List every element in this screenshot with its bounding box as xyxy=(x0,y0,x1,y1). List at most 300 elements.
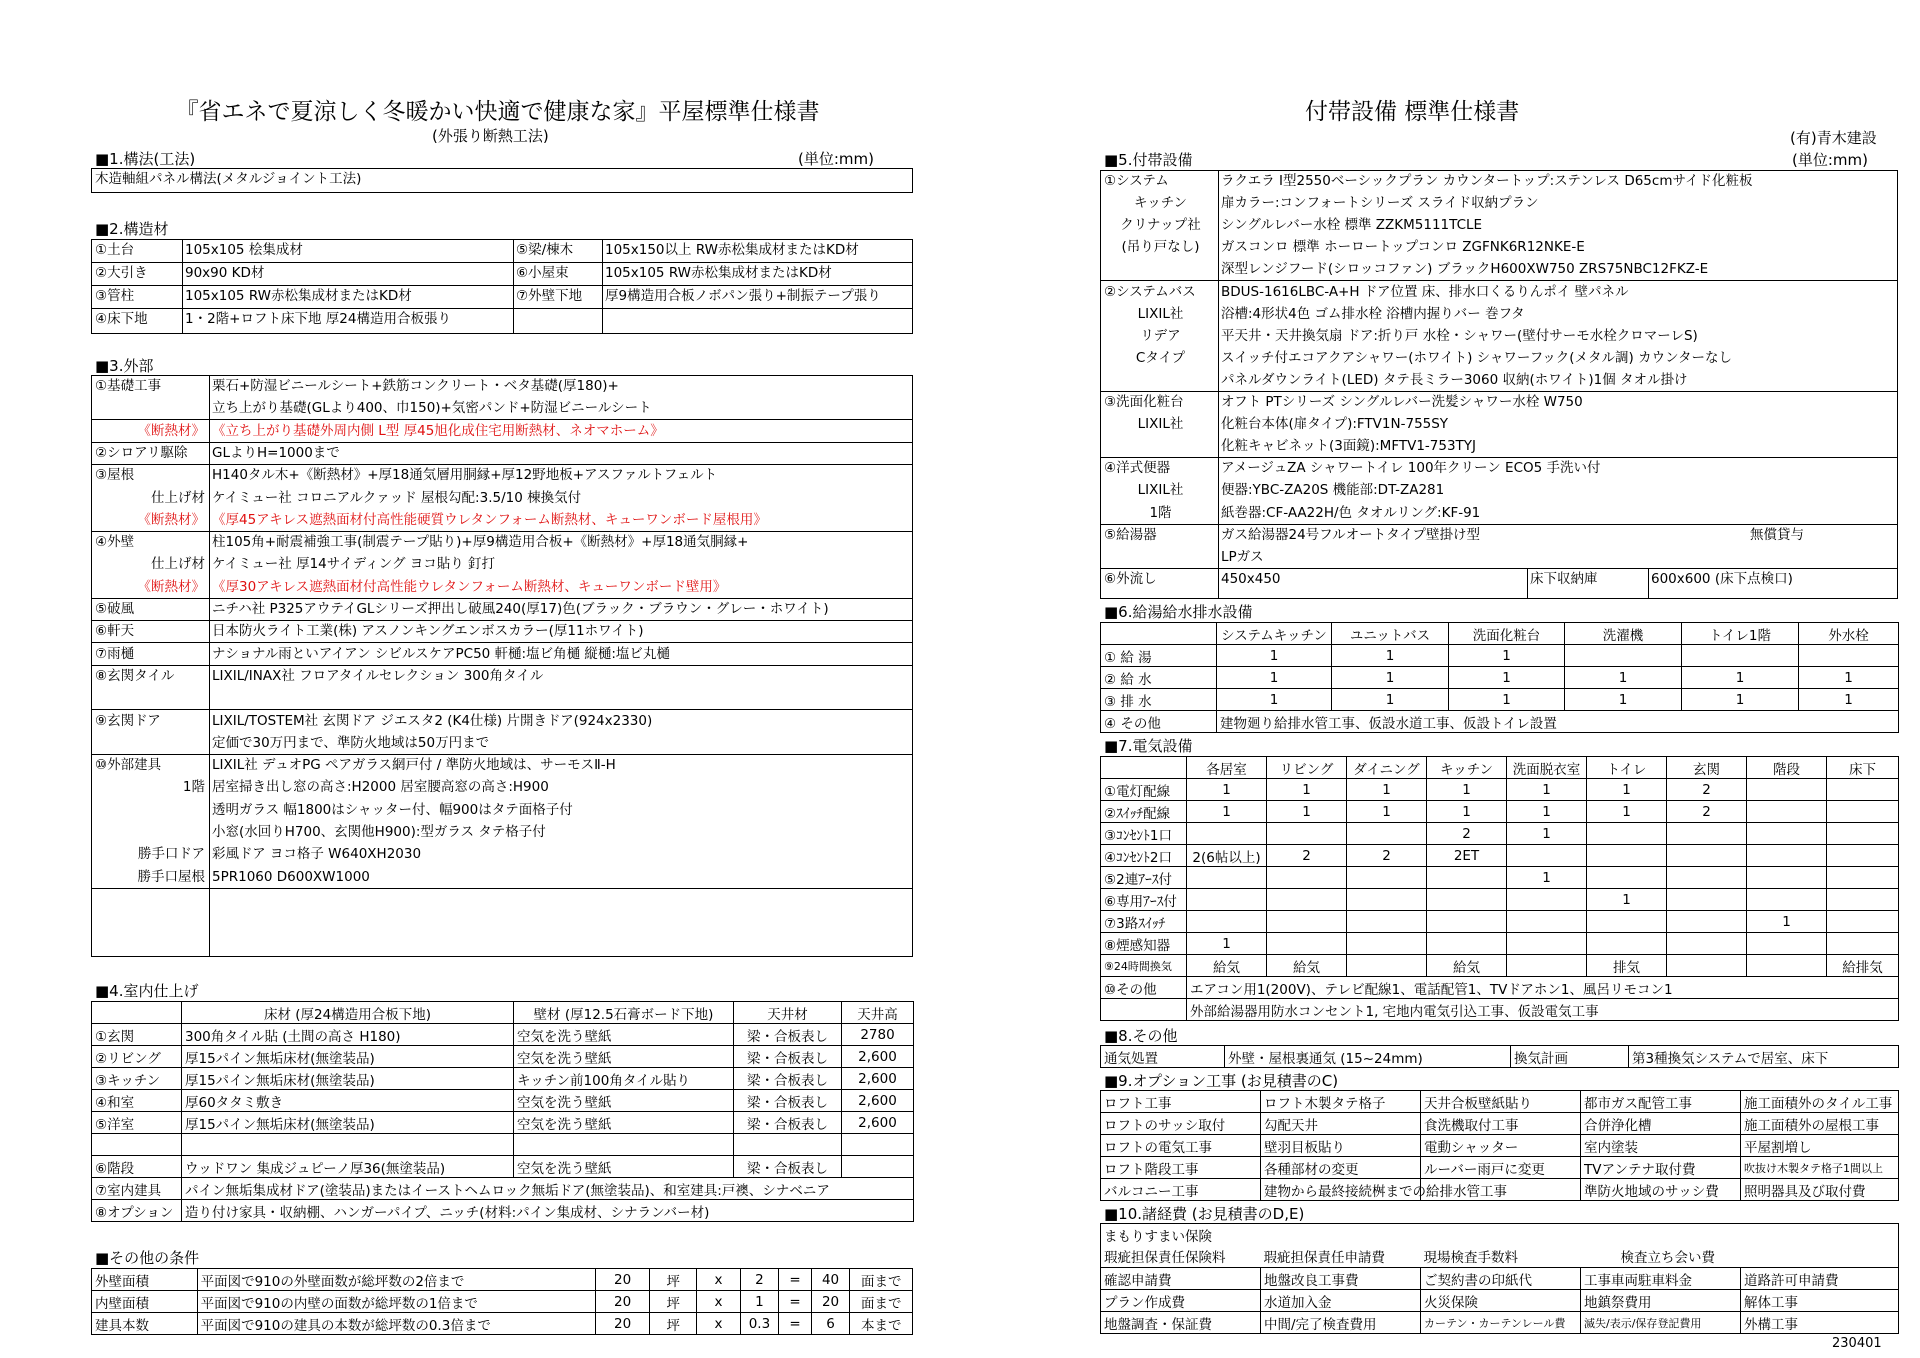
plumbing-cell: システムキッチン xyxy=(1217,623,1332,645)
plumbing-row xyxy=(1101,645,1899,667)
electric-cell xyxy=(1187,889,1267,911)
option-cell: ロフト工事 xyxy=(1101,1091,1261,1113)
equipment-spec: ガスコンロ 標準 ホーロートップコンロ ZGFNK6R12NKE-E xyxy=(1221,239,1585,256)
finish-cell xyxy=(842,1134,914,1156)
condition-cell: 坪 xyxy=(650,1269,697,1291)
option-cell: ロフトの電気工事 xyxy=(1101,1135,1261,1157)
finish-cell: 空気を洗う壁紙 xyxy=(514,1156,734,1178)
electric-cell xyxy=(1747,779,1827,801)
s3-label: ③屋根 xyxy=(95,467,135,484)
drain-row xyxy=(1101,569,1897,591)
electric-cell: リビング xyxy=(1267,757,1347,779)
option-cell: 吹抜け木製タテ格子1間以上 xyxy=(1741,1157,1899,1179)
s2-cell: 105x105 RW赤松集成材またはKD材 xyxy=(605,265,832,281)
finish-cell: ⑤洋室 xyxy=(92,1112,182,1134)
s2-table xyxy=(91,239,913,334)
plumbing-cell: 1 xyxy=(1217,645,1332,667)
condition-cell: 内壁面積 xyxy=(92,1291,198,1313)
expense-cell: 地鎮祭費用 xyxy=(1581,1290,1741,1312)
plumbing-cell: ③ 排 水 xyxy=(1101,689,1217,711)
electric-cell: 排気 xyxy=(1587,955,1667,977)
condition-cell: 1 xyxy=(740,1291,779,1313)
condition-row xyxy=(92,1313,913,1335)
electric-cell: 給排気 xyxy=(1827,955,1899,977)
electric-cell xyxy=(1267,933,1347,955)
condition-cell: 面まで xyxy=(850,1291,913,1313)
finish-cell xyxy=(514,1134,734,1156)
s10-heading: ■10.諸経費 (お見積書のD,E) xyxy=(1104,1205,1305,1223)
electric-cell: ⑩その他 xyxy=(1101,977,1187,999)
finish-cell: 梁・合板表し xyxy=(734,1112,842,1134)
electric-row xyxy=(1101,823,1899,845)
s3-label: ⑤破風 xyxy=(95,601,135,617)
option-cell: バルコニー工事 xyxy=(1101,1179,1261,1201)
electric-cell: 2 xyxy=(1347,845,1427,867)
equipment-row xyxy=(1101,171,1897,193)
s3-label: ④外壁 xyxy=(95,534,135,551)
equipment-label: LIXIL社 xyxy=(1137,482,1184,499)
condition-cell: 平面図で910の外壁面数が総坪数の2倍まで xyxy=(197,1269,596,1291)
equipment-spec: ガス給湯器24号フルオートタイプ壁掛け型 xyxy=(1221,526,1480,543)
s3-label: 仕上げ材 xyxy=(151,556,205,573)
s1-heading: ■1.構法(工法) xyxy=(95,150,196,168)
finish-cell: 天井高 xyxy=(842,1002,914,1024)
column-divider xyxy=(602,240,603,333)
finish-cell: 壁材 (厚12.5石膏ボード下地) xyxy=(514,1002,734,1024)
finish-cell: ②リビング xyxy=(92,1046,182,1068)
finish-cell xyxy=(182,1134,514,1156)
equipment-label: ③洗面化粧台 xyxy=(1104,394,1184,410)
plumbing-cell xyxy=(1101,623,1217,645)
s3-value: 柱105角+耐震補強工事(制震テープ貼り)+厚9構造用合板+《断熱材》+厚18通気胴縁+ xyxy=(212,534,749,551)
r5-unit: (単位:mm) xyxy=(1792,151,1868,169)
expense-row xyxy=(1101,1312,1899,1334)
finish-cell: 厚60タタミ敷き xyxy=(182,1090,514,1112)
option-cell: ロフト木製タテ格子 xyxy=(1261,1091,1421,1113)
finish-row xyxy=(92,1024,914,1046)
finish-cell: 厚15パイン無垢床材(無塗装品) xyxy=(182,1046,514,1068)
equipment-spec: 化粧台本体(扉タイプ):FTV1N-755SY xyxy=(1221,416,1449,433)
equipment-row xyxy=(1101,458,1897,480)
condition-cell: 坪 xyxy=(650,1291,697,1313)
r5-table xyxy=(1100,170,1898,599)
s2-cell xyxy=(602,309,912,332)
finish-row xyxy=(92,1134,914,1156)
finish-cell: 天井材 xyxy=(734,1002,842,1024)
electric-cell: 2ET xyxy=(1427,845,1507,867)
s3-label xyxy=(92,688,208,709)
equipment-label: クリナップ社 xyxy=(1120,217,1201,234)
equipment-row xyxy=(1101,259,1897,281)
s8-heading: ■8.その他 xyxy=(1104,1027,1178,1045)
s6-heading: ■6.給湯給水排水設備 xyxy=(1104,603,1253,621)
finish-cell: 造り付け家具・収納棚、ハンガーパイプ、ニッチ(材料:パイン集成材、シナランバー材) xyxy=(182,1200,914,1222)
expense-cell: 確認申請費 xyxy=(1101,1268,1261,1290)
s3-label: 《断熱材》 xyxy=(137,578,205,595)
plumbing-cell: 1 xyxy=(1449,667,1565,689)
equipment-label: リデア xyxy=(1140,327,1181,344)
expense-cell: 火災保険 xyxy=(1421,1290,1581,1312)
electric-cell xyxy=(1347,911,1427,933)
equipment-label xyxy=(1101,547,1217,568)
s3-row xyxy=(92,577,912,599)
plumbing-cell: 1 xyxy=(1682,667,1799,689)
electric-cell: 1 xyxy=(1267,801,1347,823)
equipment-label: 1階 xyxy=(1149,504,1172,521)
electric-cell: ③ｺﾝｾﾝﾄ1口 xyxy=(1101,823,1187,845)
plumbing-cell: 1 xyxy=(1682,689,1799,711)
drain-cell: ⑥外流し xyxy=(1104,570,1157,587)
electric-cell: 1 xyxy=(1587,801,1667,823)
electric-cell: ⑤2連ｱｰｽ付 xyxy=(1101,867,1187,889)
option-row xyxy=(1101,1179,1899,1201)
s3-label xyxy=(92,733,208,754)
electric-cell: 階段 xyxy=(1747,757,1827,779)
s3-row xyxy=(92,666,912,688)
finish-cell: 2,600 xyxy=(842,1090,914,1112)
electric-cell: 1 xyxy=(1187,779,1267,801)
s2-row xyxy=(92,309,912,332)
condition-cell: x xyxy=(697,1313,740,1335)
equipment-spec: 化粧キャビネット(3面鏡):MFTV1-753TYJ xyxy=(1221,438,1477,455)
s1-unit: (単位:mm) xyxy=(798,150,874,168)
electric-cell xyxy=(1507,889,1587,911)
finish-cell: 梁・合板表し xyxy=(734,1024,842,1046)
finish-row xyxy=(92,1002,914,1024)
other-cell: 換気計画 xyxy=(1511,1046,1629,1068)
expense-row xyxy=(1101,1268,1899,1290)
finish-row xyxy=(92,1200,914,1222)
plumbing-cell: 洗面化粧台 xyxy=(1449,623,1565,645)
s3-label: 1階 xyxy=(182,779,205,796)
option-cell: ロフト階段工事 xyxy=(1101,1157,1261,1179)
equipment-note: 無償貸与 xyxy=(1750,526,1804,543)
plumbing-cell: トイレ1階 xyxy=(1682,623,1799,645)
s2-cell: 105x105 RW赤松集成材またはKD材 xyxy=(185,288,412,304)
equipment-row xyxy=(1101,326,1897,348)
expense-cell: 工事車両駐車料金 xyxy=(1581,1268,1741,1290)
equipment-row xyxy=(1101,282,1897,304)
condition-cell: 面まで xyxy=(850,1269,913,1291)
finish-cell: 2780 xyxy=(842,1024,914,1046)
finish-cell: ①玄関 xyxy=(92,1024,182,1046)
equipment-row xyxy=(1101,237,1897,259)
equipment-row xyxy=(1101,436,1897,458)
electric-cell: ④ｺﾝｾﾝﾄ2口 xyxy=(1101,845,1187,867)
s10-table xyxy=(1100,1223,1899,1334)
expense-cell: 地盤改良工事費 xyxy=(1261,1268,1421,1290)
finish-row xyxy=(92,1112,914,1134)
other-cell: 第3種換気システムで居室、床下 xyxy=(1629,1046,1899,1068)
electric-cell xyxy=(1667,955,1747,977)
drain-cell: 床下収納庫 xyxy=(1530,570,1598,587)
equipment-spec: 平天井・天井換気扇 ドア:折り戸 水栓・シャワー(壁付サーモ水栓クロマーレS) xyxy=(1221,327,1698,344)
expense-cell: 地盤調査・保証費 xyxy=(1101,1312,1261,1334)
equipment-spec: シングルレバー水栓 標準 ZZKM5111TCLE xyxy=(1221,217,1483,234)
electric-cell: 2 xyxy=(1667,801,1747,823)
finish-cell: ③キッチン xyxy=(92,1068,182,1090)
electric-cell xyxy=(1667,867,1747,889)
condition-cell: 20 xyxy=(596,1313,650,1335)
s3-row xyxy=(92,733,912,755)
option-row xyxy=(1101,1157,1899,1179)
option-cell: TVアンテナ取付費 xyxy=(1581,1157,1741,1179)
condition-cell: x xyxy=(697,1269,740,1291)
electric-cell xyxy=(1667,911,1747,933)
expense-cell: 外構工事 xyxy=(1741,1312,1899,1334)
electric-cell xyxy=(1187,867,1267,889)
s3-value: H140タル木+《断熱材》+厚18通気層用胴縁+厚12野地板+アスファルトフェルト xyxy=(212,467,718,484)
electric-cell: 給気 xyxy=(1267,955,1347,977)
s9-table xyxy=(1100,1090,1899,1201)
condition-cell: 20 xyxy=(811,1291,850,1313)
s3-row xyxy=(92,532,912,554)
s3-row xyxy=(92,777,912,799)
electric-row xyxy=(1101,955,1899,977)
s3-row xyxy=(92,644,912,666)
equipment-row xyxy=(1101,480,1897,502)
expense-cell: 滅失/表示/保存登記費用 xyxy=(1581,1312,1741,1334)
column-divider xyxy=(182,240,183,333)
s3-value: 栗石+防湿ビニールシート+鉄筋コンクリート・ベタ基礎(厚180)+ xyxy=(212,378,619,394)
equipment-spec: 浴槽:4形状4色 ゴム排水栓 浴槽内握りバー 巻フタ xyxy=(1221,305,1525,322)
plumbing-cell: 1 xyxy=(1565,667,1682,689)
equipment-label: ⑤給湯器 xyxy=(1104,526,1157,543)
electric-cell xyxy=(1667,845,1747,867)
equipment-row xyxy=(1101,547,1897,569)
electric-row xyxy=(1101,801,1899,823)
expense-cell: まもりすまい保険 xyxy=(1101,1224,1899,1246)
finish-row xyxy=(92,1090,914,1112)
option-cell: 建物から最終接続桝までの給排水管工事 xyxy=(1261,1179,1421,1201)
option-cell: 平屋割増し xyxy=(1741,1135,1899,1157)
equipment-label: (吊り戸なし) xyxy=(1121,239,1200,256)
equipment-spec: オフト PTシリーズ シングルレバー洗髪シャワー水栓 W750 xyxy=(1221,394,1583,410)
finish-cell: 空気を洗う壁紙 xyxy=(514,1046,734,1068)
equipment-row xyxy=(1101,370,1897,392)
finish-cell: 300角タイル貼 (土間の高さ H180) xyxy=(182,1024,514,1046)
expense-cell: 中間/完了検査費用 xyxy=(1261,1312,1421,1334)
equipment-row xyxy=(1101,304,1897,326)
electric-cell xyxy=(1747,867,1827,889)
s3-value: ナショナル雨といアイアン シビルスケアPC50 軒樋:塩ビ角樋 縦樋:塩ビ丸樋 xyxy=(212,645,670,662)
s3-value: 透明ガラス 幅1800はシャッター付、幅900はタテ面格子付 xyxy=(212,801,573,818)
electric-cell xyxy=(1427,911,1507,933)
plumbing-cell xyxy=(1799,645,1899,667)
finish-cell: 2,600 xyxy=(842,1046,914,1068)
equipment-label: LIXIL社 xyxy=(1137,305,1184,322)
s3-label: ⑧玄関タイル xyxy=(95,667,175,684)
electric-cell: 1 xyxy=(1587,779,1667,801)
finish-cell: 空気を洗う壁紙 xyxy=(514,1090,734,1112)
electric-cell xyxy=(1427,867,1507,889)
electric-cell xyxy=(1827,845,1899,867)
electric-row xyxy=(1101,999,1899,1021)
expense-cell: カーテン・カーテンレール費 xyxy=(1421,1312,1581,1334)
expense-cell: 検査立ち会い費 xyxy=(1581,1246,1899,1268)
company-name: (有)青木建設 xyxy=(1790,129,1877,147)
plumbing-cell: 1 xyxy=(1449,689,1565,711)
expense-row xyxy=(1101,1290,1899,1312)
s3-value: ケイミュー社 コロニアルクァッド 屋根勾配:3.5/10 棟換気付 xyxy=(212,489,582,506)
equipment-spec: ラクエラ I型2550ベーシックプラン カウンタートップ:ステンレス D65cmサイド化粧板 xyxy=(1221,173,1753,189)
left-title: 『省エネで夏涼しく冬暖かい快適で健康な家』平屋標準仕様書 xyxy=(175,99,820,125)
condition-cell: 建具本数 xyxy=(92,1313,198,1335)
finish-cell: 梁・合板表し xyxy=(734,1068,842,1090)
condition-row xyxy=(92,1269,913,1291)
s2-cell: 105x105 桧集成材 xyxy=(185,242,303,258)
electric-cell: トイレ xyxy=(1587,757,1667,779)
electric-cell: 洗面脱衣室 xyxy=(1507,757,1587,779)
electric-cell: ⑨24時間換気 xyxy=(1101,955,1187,977)
s3-label: ②シロアリ駆除 xyxy=(95,444,188,461)
equipment-spec: 便器:YBC-ZA20S 機能部:DT-ZA281 xyxy=(1221,482,1445,499)
s3-row xyxy=(92,800,912,822)
option-row xyxy=(1101,1135,1899,1157)
electric-cell: 2 xyxy=(1427,823,1507,845)
finish-cell: 2,600 xyxy=(842,1112,914,1134)
s2-cell: ③管柱 xyxy=(95,288,135,304)
finish-cell xyxy=(92,1002,182,1024)
s7-heading: ■7.電気設備 xyxy=(1104,737,1193,755)
electric-cell xyxy=(1667,889,1747,911)
electric-cell: 外部給湯器用防水コンセント1, 宅地内電気引込工事、仮設電気工事 xyxy=(1187,999,1899,1021)
plumbing-cell: 1 xyxy=(1217,667,1332,689)
other-cell: 通気処置 xyxy=(1101,1046,1225,1068)
plumbing-cell: ① 給 湯 xyxy=(1101,645,1217,667)
s3-value: 定価で30万円まで、準防火地域は50万円まで xyxy=(212,734,490,751)
column-divider xyxy=(1527,569,1528,598)
s2-cell: 105x150以上 RW赤松集成材またはKD材 xyxy=(605,242,859,258)
option-row xyxy=(1101,1091,1899,1113)
finish-cell: ⑥階段 xyxy=(92,1156,182,1178)
right-title: 付帯設備 標準仕様書 xyxy=(1305,99,1520,125)
plumbing-cell xyxy=(1682,645,1799,667)
finish-cell xyxy=(734,1134,842,1156)
s3-label xyxy=(92,800,208,822)
s2-cell xyxy=(513,309,602,332)
s3-value: ケイミュー社 厚14サイディング ヨコ貼り 釘打 xyxy=(212,556,496,573)
electric-cell xyxy=(1827,801,1899,823)
s2-cell: 1・2階+ロフト床下地 厚24構造用合板張り xyxy=(185,311,451,327)
option-cell: 室内塗装 xyxy=(1581,1135,1741,1157)
expense-cell: 道路許可申請費 xyxy=(1741,1268,1899,1290)
electric-cell: エアコン用1(200V)、テレビ配線1、電話配管1、TVドアホン1、風呂リモコン1 xyxy=(1187,977,1899,999)
s3-row xyxy=(92,867,912,889)
electric-cell: 1 xyxy=(1507,823,1587,845)
finish-cell: 梁・合板表し xyxy=(734,1090,842,1112)
equipment-spec: 深型レンジフード(シロッコファン) ブラックH600XW750 ZRS75NBC12FKZ-E xyxy=(1221,261,1709,278)
electric-cell: キッチン xyxy=(1427,757,1507,779)
s2-cell: ④床下地 xyxy=(95,311,148,327)
electric-cell xyxy=(1267,823,1347,845)
s3-label: 勝手口屋根 xyxy=(137,868,205,885)
drain-cell: 600x600 (床下点検口) xyxy=(1651,570,1793,587)
condition-cell: 6 xyxy=(811,1313,850,1335)
equipment-spec: 扉カラー:コンフォートシリーズ スライド収納プラン xyxy=(1221,195,1539,212)
electric-cell: 1 xyxy=(1507,867,1587,889)
s3-label: 《断熱材》 xyxy=(137,511,205,528)
electric-cell: 2 xyxy=(1267,845,1347,867)
expense-cell: 瑕疵担保責任申請費 xyxy=(1261,1246,1421,1268)
finish-cell: ④和室 xyxy=(92,1090,182,1112)
finish-cell: 2,600 xyxy=(842,1068,914,1090)
s8-table xyxy=(1100,1045,1899,1068)
equipment-label xyxy=(1101,259,1217,280)
electric-cell xyxy=(1347,823,1427,845)
plumbing-cell: ④ その他 xyxy=(1101,711,1217,733)
option-cell: 照明器具及び取付費 xyxy=(1741,1179,1899,1201)
condition-cell: 平面図で910の建具の本数が総坪数の0.3倍まで xyxy=(197,1313,596,1335)
electric-cell xyxy=(1507,955,1587,977)
electric-cell xyxy=(1827,823,1899,845)
s3-row xyxy=(92,621,912,643)
s3-row xyxy=(92,398,912,420)
s3-row xyxy=(92,443,912,465)
s3-label: ⑦雨樋 xyxy=(95,645,135,662)
s3-label: ⑥軒天 xyxy=(95,623,135,640)
electric-cell: ⑦3路ｽｲｯﾁ xyxy=(1101,911,1187,933)
s3-row xyxy=(92,488,912,510)
electric-cell: 1 xyxy=(1347,779,1427,801)
plumbing-cell: 建物廻り給排水管工事、仮設水道工事、仮設トイレ設置 xyxy=(1217,711,1899,733)
electric-row xyxy=(1101,933,1899,955)
plumbing-cell: 1 xyxy=(1799,667,1899,689)
condition-cell: 外壁面積 xyxy=(92,1269,198,1291)
electric-cell xyxy=(1101,999,1187,1021)
s3-value: 小窓(水回りH700、玄関他H900):型ガラス タテ格子付 xyxy=(212,824,546,840)
option-cell: ルーバー雨戸に変更 xyxy=(1421,1157,1581,1179)
s3-row xyxy=(92,844,912,866)
equipment-spec: スイッチ付エコアクアシャワー(ホワイト) シャワーフック(メタル調) カウンターなし xyxy=(1221,349,1733,366)
equipment-label xyxy=(1101,436,1217,457)
electric-cell xyxy=(1587,867,1667,889)
condition-cell: = xyxy=(779,1313,811,1335)
electric-row xyxy=(1101,867,1899,889)
electric-row xyxy=(1101,757,1899,779)
electric-cell xyxy=(1747,955,1827,977)
expense-row xyxy=(1101,1246,1899,1268)
s3-label xyxy=(92,398,208,419)
s3-heading: ■3.外部 xyxy=(95,357,154,375)
electric-cell: 2(6帖以上) xyxy=(1187,845,1267,867)
s2-cell: ⑥小屋束 xyxy=(516,265,569,281)
s3-row xyxy=(92,711,912,733)
s7-table xyxy=(1100,756,1899,1021)
condition-row xyxy=(92,1291,913,1313)
s6-table xyxy=(1100,622,1899,733)
s2-heading: ■2.構造材 xyxy=(95,220,169,238)
electric-cell: ⑥専用ｱｰｽ付 xyxy=(1101,889,1187,911)
left-subtitle: (外張り断熱工法) xyxy=(432,127,549,145)
option-row xyxy=(1101,1113,1899,1135)
electric-cell: ダイニング xyxy=(1347,757,1427,779)
electric-cell: 1 xyxy=(1747,911,1827,933)
equipment-label xyxy=(1101,370,1217,391)
electric-cell xyxy=(1267,867,1347,889)
plumbing-row xyxy=(1101,711,1899,733)
equipment-spec: LPガス xyxy=(1221,548,1264,565)
option-cell: 勾配天井 xyxy=(1261,1113,1421,1135)
s3-row xyxy=(92,376,912,398)
equipment-row xyxy=(1101,392,1897,414)
condition-cell: 0.3 xyxy=(740,1313,779,1335)
electric-cell xyxy=(1507,933,1587,955)
condition-cell: 20 xyxy=(596,1291,650,1313)
electric-cell xyxy=(1827,889,1899,911)
condition-cell: 本まで xyxy=(850,1313,913,1335)
electric-cell xyxy=(1347,933,1427,955)
